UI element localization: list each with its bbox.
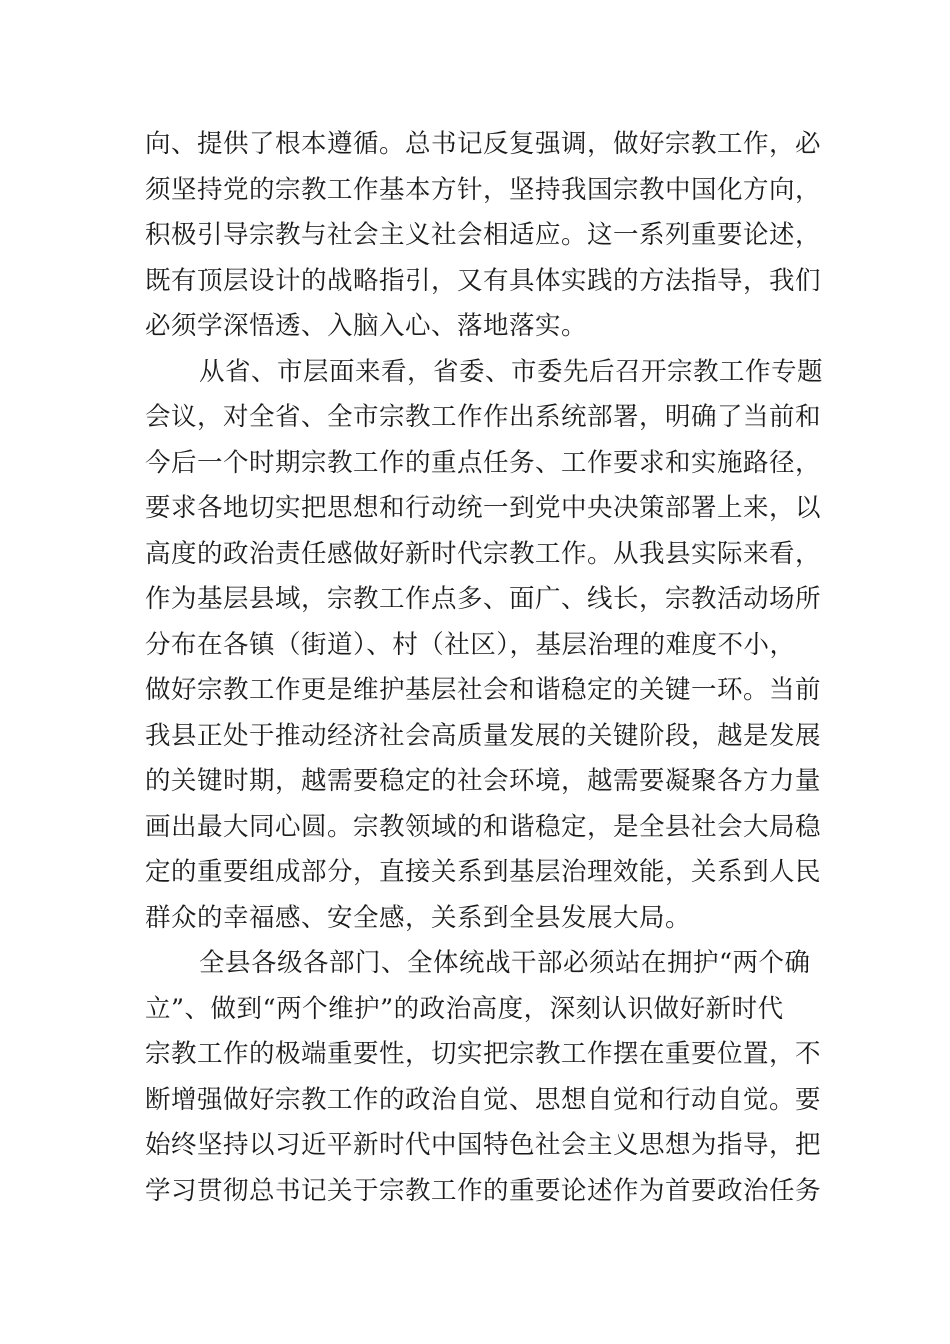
text-line: 宗教工作的极端重要性，切实把宗教工作摆在重要位置，不 [145, 1039, 822, 1069]
text-line: 画出最大同心圆。宗教领域的和谐稳定，是全县社会大局稳 [145, 811, 822, 842]
text-line: 分布在各镇（街道）、村（社区），基层治理的难度不小， [145, 629, 796, 660]
text-line: 始终坚持以习近平新时代中国特色社会主义思想为指导，把 [145, 1130, 822, 1160]
text-line: 要求各地切实把思想和行动统一到党中央决策部署上来，以 [145, 493, 822, 523]
text-line: 我县正处于推动经济社会高质量发展的关键阶段，越是发展 [145, 720, 822, 751]
text-line: 今后一个时期宗教工作的重点任务、工作要求和实施路径， [145, 447, 822, 478]
paragraph-start-line: 从省、市层面来看，省委、市委先后召开宗教工作专题 [199, 356, 824, 387]
text-line: 向、提供了根本遵循。总书记反复强调，做好宗教工作，必 [145, 129, 822, 159]
text-line: 作为基层县域，宗教工作点多、面广、线长，宗教活动场所 [145, 584, 822, 614]
text-line: 会议，对全省、全市宗教工作作出系统部署，明确了当前和 [145, 402, 822, 432]
text-line: 积极引导宗教与社会主义社会相适应。这一系列重要论述， [145, 220, 822, 250]
text-line: 须坚持党的宗教工作基本方针，坚持我国宗教中国化方向， [145, 174, 822, 205]
text-line: 立”、做到“两个维护”的政治高度，深刻认识做好新时代 [145, 993, 784, 1024]
body-text [145, 122, 824, 1214]
text-line: 群众的幸福感、安全感，关系到全县发展大局。 [145, 902, 692, 933]
text-line: 做好宗教工作更是维护基层社会和谐稳定的关键一环。当前 [145, 675, 822, 705]
text-line: 学习贯彻总书记关于宗教工作的重要论述作为首要政治任务 [145, 1175, 822, 1206]
paragraph-start-line: 全县各级各部门、全体统战干部必须站在拥护“两个确 [199, 948, 811, 978]
text-line: 必须学深悟透、入脑入心、落地落实。 [145, 311, 588, 341]
text-line: 断增强做好宗教工作的政治自觉、思想自觉和行动自觉。要 [145, 1084, 822, 1115]
text-line: 定的重要组成部分，直接关系到基层治理效能，关系到人民 [145, 857, 822, 887]
text-line: 的关键时期，越需要稳定的社会环境，越需要凝聚各方力量 [145, 766, 822, 796]
text-line: 高度的政治责任感做好新时代宗教工作。从我县实际来看， [145, 538, 822, 569]
text-line: 既有顶层设计的战略指引，又有具体实践的方法指导，我们 [145, 265, 822, 296]
